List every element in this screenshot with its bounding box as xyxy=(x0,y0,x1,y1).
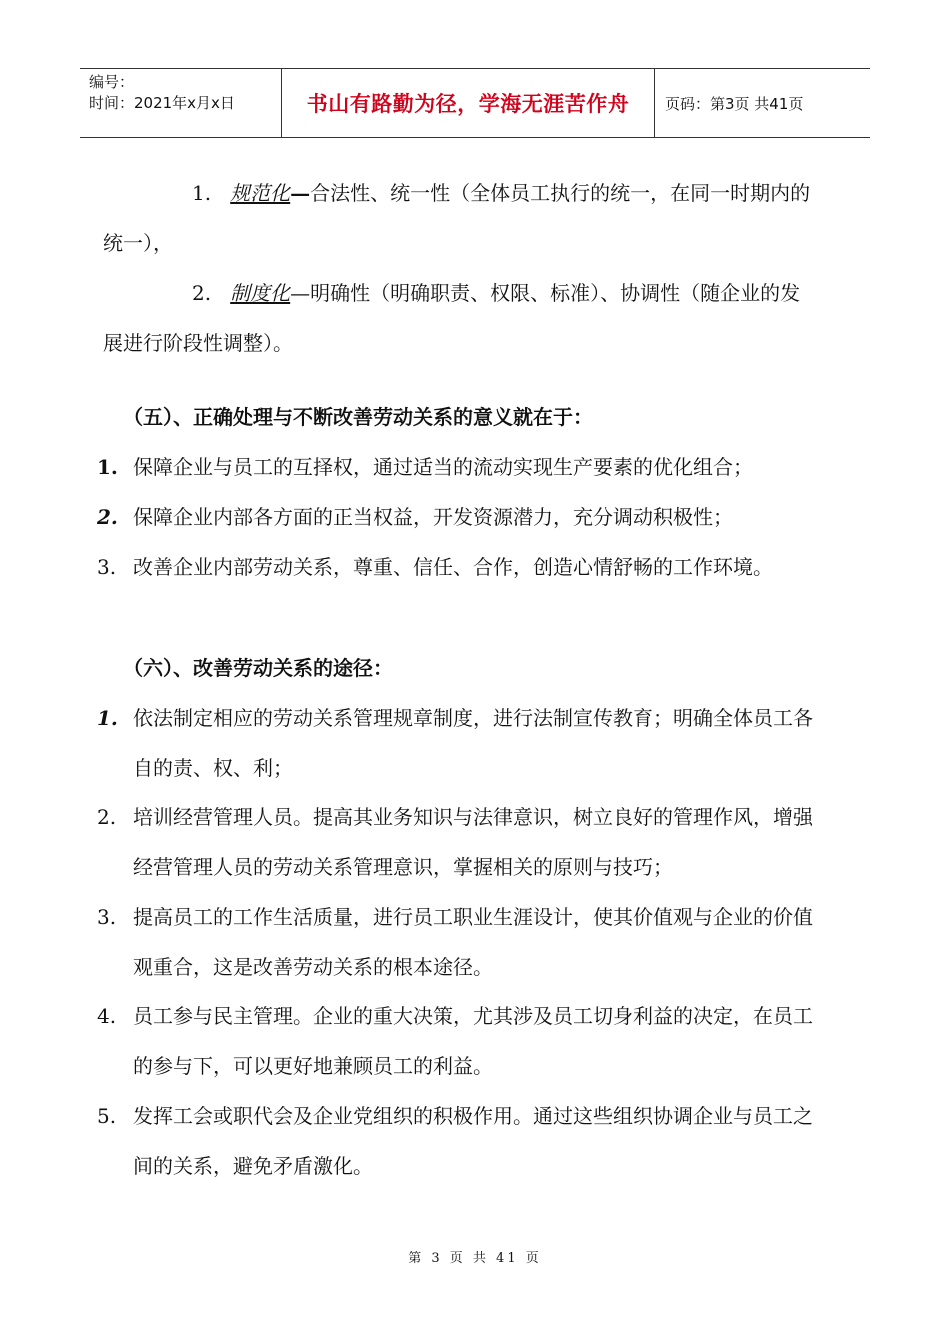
sec6-item-3-line1 xyxy=(97,904,813,930)
term-dash: — xyxy=(290,181,311,205)
item-text: 明确性（明确职责、权限、标准）、协调性（随企业的发 xyxy=(310,281,801,305)
item-text: 改善企业内部劳动关系，尊重、信任、合作，创造心情舒畅的工作环境。 xyxy=(133,555,773,579)
item-number: 1. xyxy=(97,706,118,730)
sec6-item-2-line2: 经营管理人员的劳动关系管理意识，掌握相关的原则与技巧； xyxy=(133,855,673,879)
sec4-item2-line1 xyxy=(192,280,800,306)
sec6-item-3-line2: 观重合，这是改善劳动关系的根本途径。 xyxy=(133,955,493,979)
date-line: 时间：2021年x月x日 xyxy=(89,94,235,112)
item-text: 保障企业内部各方面的正当权益，开发资源潜力，充分调动积极性； xyxy=(133,505,733,529)
page-footer: 第 3 页 共 41 页 xyxy=(408,1251,542,1266)
header-meta xyxy=(80,69,282,137)
sec6-item-4-line2: 的参与下，可以更好地兼顾员工的利益。 xyxy=(133,1054,493,1078)
sec6-item-2-line1 xyxy=(97,804,813,830)
sec6-title: （六）、改善劳动关系的途径： xyxy=(123,656,393,680)
item-number: 5. xyxy=(97,1104,117,1128)
header-page-info: 页码：第3页 共41页 xyxy=(665,94,804,113)
item-number: 1. xyxy=(97,455,118,479)
sec5-item-1 xyxy=(97,454,753,480)
item-text: 员工参与民主管理。企业的重大决策，尤其涉及员工切身利益的决定，在员工 xyxy=(133,1004,813,1028)
sec5-title: （五）、正确处理与不断改善劳动关系的意义就在于： xyxy=(123,405,593,429)
sec6-item-1-line1 xyxy=(97,705,813,731)
item-number: 2. xyxy=(192,281,212,305)
term-institutionalization: 制度化 xyxy=(230,281,291,305)
sec4-item2-line2: 展进行阶段性调整）。 xyxy=(103,331,293,355)
sec6-item-5-line2: 间的关系，避免矛盾激化。 xyxy=(133,1154,373,1178)
term-dash: — xyxy=(290,281,311,305)
item-number: 2. xyxy=(97,505,118,529)
item-text: 发挥工会或职代会及企业党组织的积极作用。通过这些组织协调企业与员工之 xyxy=(133,1104,813,1128)
item-text: 合法性、统一性（全体员工执行的统一，在同一时期内的 xyxy=(310,181,811,205)
sec6-item-4-line1 xyxy=(97,1003,813,1029)
sec6-item-5-line1 xyxy=(97,1103,813,1129)
item-number: 1. xyxy=(192,181,212,205)
item-number: 3. xyxy=(97,905,117,929)
header-motto: 书山有路勤为径，学海无涯苦作舟 xyxy=(282,69,655,137)
item-text: 培训经营管理人员。提高其业务知识与法律意识，树立良好的管理作风，增强 xyxy=(133,805,813,829)
item-text: 提高员工的工作生活质量，进行员工职业生涯设计，使其价值观与企业的价值 xyxy=(133,905,813,929)
item-number: 4. xyxy=(97,1004,117,1028)
sec4-item1-line1 xyxy=(192,180,810,206)
sec6-item-1-line2: 自的责、权、利； xyxy=(133,756,293,780)
item-text: 保障企业与员工的互择权，通过适当的流动实现生产要素的优化组合； xyxy=(133,455,753,479)
item-text: 依法制定相应的劳动关系管理规章制度，进行法制宣传教育；明确全体员工各 xyxy=(133,706,813,730)
sec5-item-2 xyxy=(97,504,733,530)
sec5-item-3 xyxy=(97,554,773,580)
sec4-item1-line2: 统一）， xyxy=(103,231,173,255)
page-header xyxy=(80,68,870,138)
item-number: 3. xyxy=(97,555,117,579)
item-number: 2. xyxy=(97,805,117,829)
term-standardization: 规范化 xyxy=(230,181,291,205)
code-label: 编号： xyxy=(89,73,135,91)
